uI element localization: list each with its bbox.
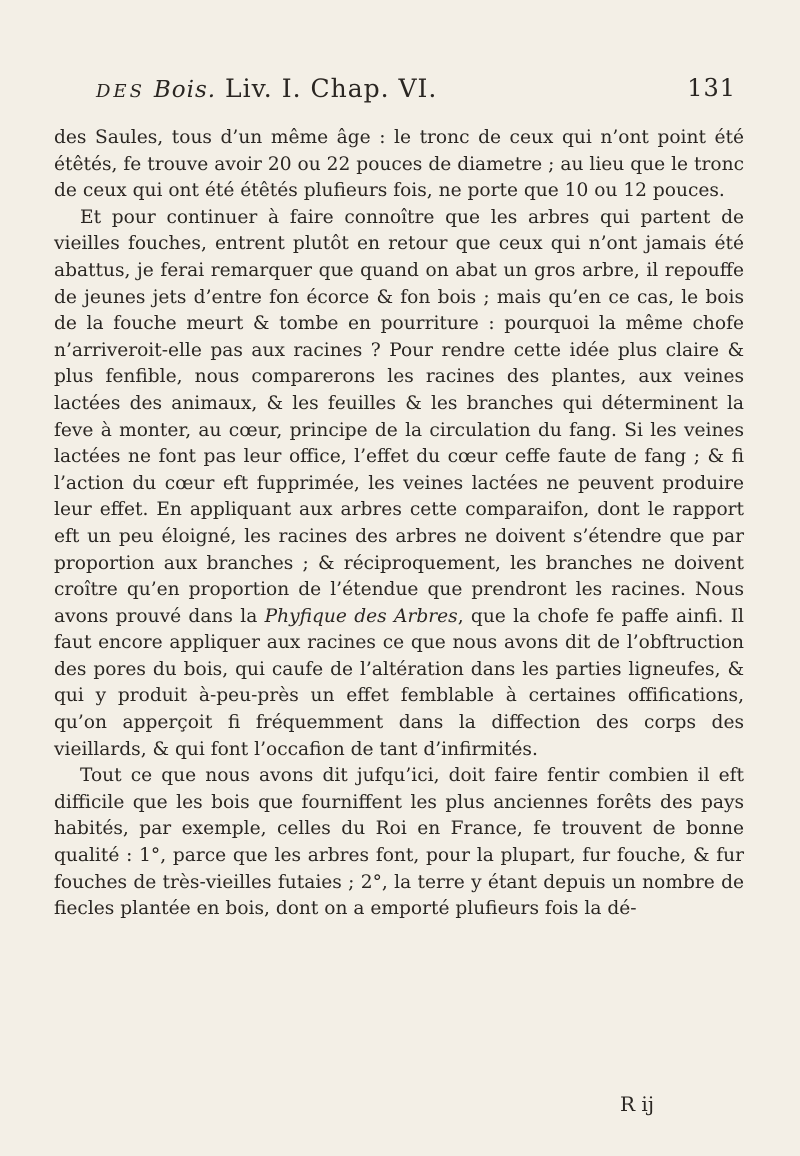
paragraph-text: Et pour continuer à faire connoître que les arbres qui partent de vieilles fouches, entrent plutôt en retour que ceux qui n’ont jamais été abattus, je ferai remarquer que quand on abat un gros arbre, il repouffe de jeunes jets d’entre fon écorce & fon bois ; mais qu’en ce cas, le bois de la fouche meurt & tombe en pourriture : pourquoi la même chofe n’arriveroit-elle pas aux racines ? Pour rendre cette idée plus claire & plus fenfible, nous comparerons les racines des plantes, aux veines lactées des animaux, & les feuilles & les branches qui déterminent la feve à monter, au cœur, principe de la circulation du fang. Si les veines lactées ne font pas leur office, l’effet du cœur ceffe faute de fang ; & fi l’action du cœur eft fupprimée, les veines lactées ne peuvent produire leur effet. En appliquant aux arbres cette comparaifon, dont le rapport eft un peu éloigné, les racines des arbres ne doivent s’étendre que par proportion aux branches ; & réciproquement, les branches ne doivent croître qu’en proportion de l’étendue que prendront les racines. Nous avons prouvé dans la: [54, 206, 744, 627]
paragraph-text: Tout ce que nous avons dit jufqu’ici, doit faire fentir combien il eft difficile que les bois que fourniffent les plus anciennes forêts des pays habités, par exemple, celles du Roi en France, fe trouvent de bonne qualité : 1°, parce que les arbres font, pour la plupart, fur fouche, & fur fouches de très-vieilles futaies ; 2°, la terre y étant depuis un nombre de fiecles plantée en bois, dont on a emporté plufieurs fois la dé-: [54, 765, 744, 920]
running-head: [96, 74, 736, 104]
paragraph: [54, 125, 744, 205]
signature-mark: R ij: [620, 1092, 655, 1116]
paragraph-text: des Saules, tous d’un même âge : le tronc de ceux qui n’ont point été étêtés, fe trouve avoir 20 ou 22 pouces de diametre ; au lieu que le tronc de ceux qui ont été étêtés plufieurs fois, ne porte que 10 ou 12 pouces.: [54, 127, 744, 202]
italic-title-text: Phyfique des Arbres: [264, 605, 458, 627]
paragraph: [54, 763, 744, 923]
running-head-title: [96, 74, 437, 103]
paragraph: [54, 205, 744, 763]
paragraph-text: , que la chofe fe paffe ainfi. Il faut encore appliquer aux racines ce que nous avons dit de l’obftruction des pores du bois, qui caufe de l’altération dans les parties ligneufes, & qui y produit à-peu-près un effet femblable à certaines offifications, qu’on apperçoit fi fréquemment dans la diffection des corps des vieillards, & qui font l’occafion de tant d’infirmités.: [54, 605, 744, 760]
page-number: 131: [687, 74, 736, 102]
body-text: [54, 125, 744, 923]
running-head-prefix: DES: [96, 81, 145, 102]
running-head-chapter: Liv. I. Chap. VI.: [225, 74, 438, 103]
running-head-italic-word: Bois.: [153, 77, 217, 103]
